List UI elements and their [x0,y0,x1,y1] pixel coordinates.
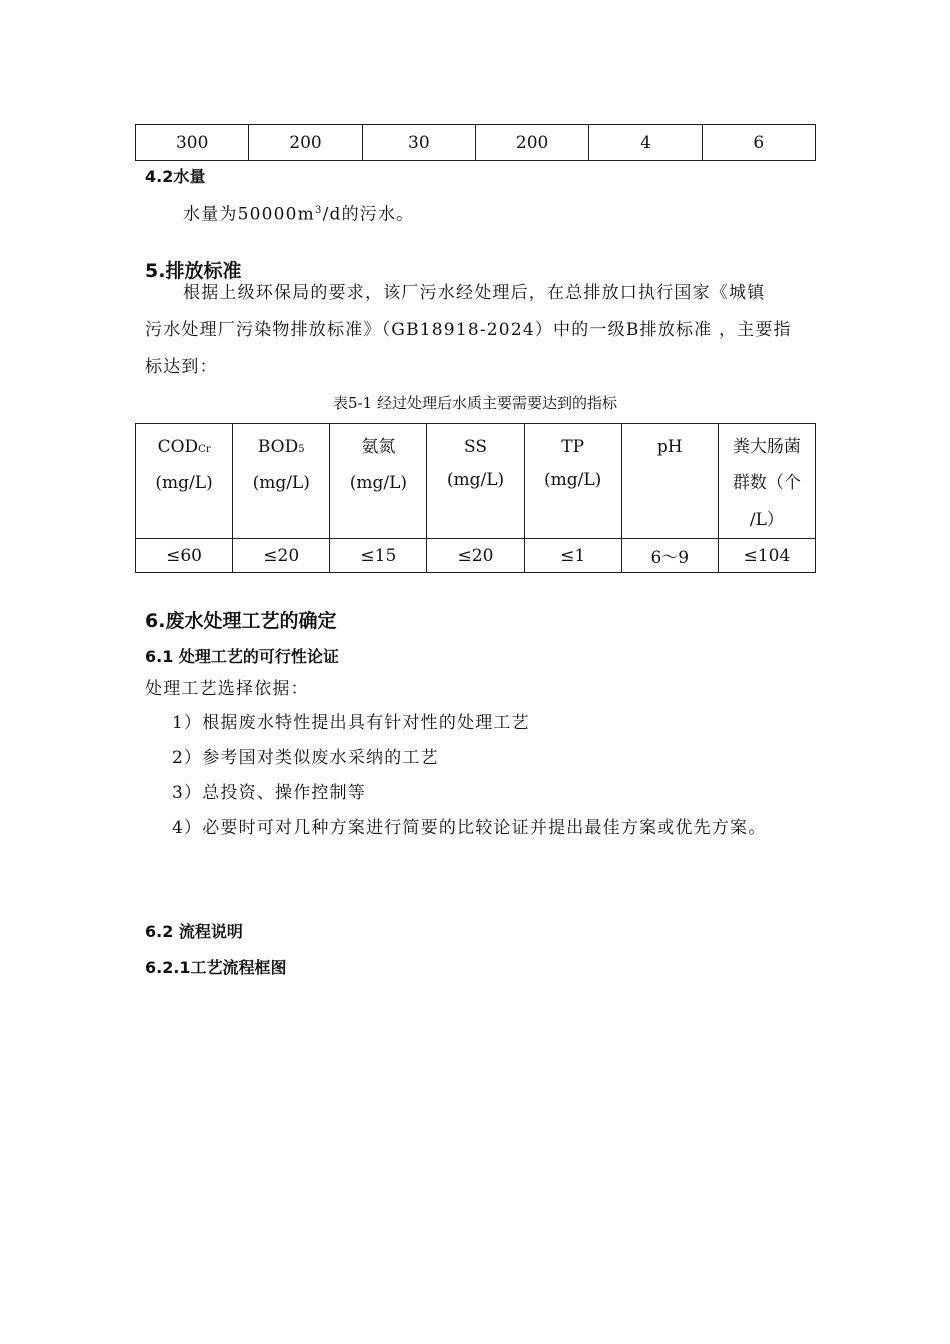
header-cod-unit: (mg/L) [155,473,213,493]
top-table-cell: 6 [702,125,815,161]
header-bod-main: BOD [257,437,299,457]
section-6-2-1-heading: 6.2.1工艺流程框图 [145,958,287,977]
header-coliform-unit2: /L） [749,510,784,530]
header-ss [427,424,524,539]
value-cod: ≤60 [136,539,233,573]
header-bod-unit: (mg/L) [252,473,310,493]
header-tp-unit: (mg/L) [543,470,602,490]
standard-paragraph-line2: 污水处理厂污染物排放标准》（GB18918-2024）中的一级B排放标准 ，主要指 [145,320,792,340]
header-ph-main: pH [656,437,683,457]
value-ph: 6～9 [621,539,718,573]
header-cod [136,424,233,539]
header-coliform [718,424,815,539]
header-bod-sub: 5 [298,444,305,455]
value-ammonia: ≤15 [330,539,427,573]
basis-item: 1）根据废水特性提出具有针对性的处理工艺 [172,713,530,733]
header-ss-unit: (mg/L) [446,470,505,490]
basis-item: 4）必要时可对几种方案进行简要的比较论证并提出最佳方案或优先方案。 [172,818,767,838]
basis-item: 2）参考国对类似废水采纳的工艺 [172,748,439,768]
water-volume-pre: 水量为50000m [183,204,315,225]
section-6-heading: 6.废水处理工艺的确定 [145,610,337,632]
water-volume-post: /d的污水。 [322,204,415,225]
header-ammonia-main: 氨氮 [361,437,396,457]
header-coliform-main: 粪大肠菌 [732,437,801,457]
value-tp: ≤1 [524,539,621,573]
header-ammonia [330,424,427,539]
header-bod [233,424,330,539]
header-ammonia-unit: (mg/L) [349,473,407,493]
header-cod-sub: Cr [198,444,211,455]
header-coliform-unit: 群数（个 [732,473,801,493]
section-4-2-heading: 4.2水量 [145,167,206,186]
section-6-2-heading: 6.2 流程说明 [145,922,243,941]
standards-table [135,423,816,573]
section-5-heading: 5.排放标准 [145,260,242,282]
value-bod: ≤20 [233,539,330,573]
header-ph [621,424,718,539]
basis-item: 3）总投资、操作控制等 [172,783,367,803]
top-table-cell: 200 [475,125,588,161]
section-6-1-heading: 6.1 处理工艺的可行性论证 [145,647,339,666]
top-table [135,124,816,161]
basis-intro: 处理工艺选择依据： [145,679,309,699]
header-ss-main: SS [463,437,487,457]
table-caption: 表5-1 经过处理后水质主要需要达到的指标 [333,394,617,412]
water-volume-text [183,192,414,234]
standard-paragraph-line1: 根据上级环保局的要求，该厂污水经处理后，在总排放口执行国家《城镇 [183,283,766,303]
top-table-cell: 4 [589,125,702,161]
top-table-cell: 300 [136,125,249,161]
value-ss: ≤20 [427,539,524,573]
value-coliform: ≤104 [718,539,815,573]
top-table-cell: 200 [249,125,362,161]
water-volume-sup: 3 [315,205,323,216]
top-table-cell: 30 [362,125,475,161]
header-cod-main: COD [157,437,199,457]
standard-paragraph-line3: 标达到： [145,357,218,377]
header-tp-main: TP [561,437,585,457]
header-tp [524,424,621,539]
